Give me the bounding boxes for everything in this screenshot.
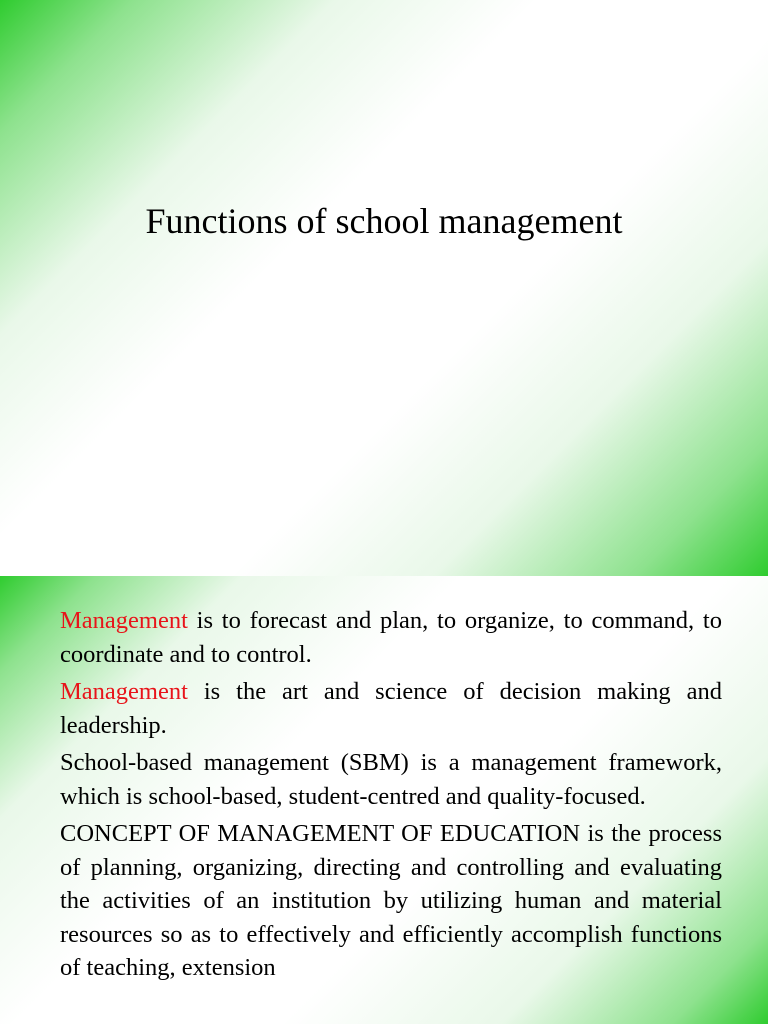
highlighted-term: Management xyxy=(60,678,188,705)
paragraph-text: is to forecast and plan, to organize, to command, to coordinate and to control. xyxy=(60,607,722,668)
paragraph-education-management-concept xyxy=(60,817,722,985)
paragraph-text: is the art and science of decision making and leadership. xyxy=(60,678,722,739)
highlighted-term: Management xyxy=(60,607,188,634)
paragraph-text: CONCEPT OF MANAGEMENT OF EDUCATION is the process of planning, organizing, directing and controlling and evaluating the activities of an institution by utilizing human and material resources so as to effectively and efficiently accomplish functions of teaching, extension xyxy=(60,820,722,981)
paragraph-management-definition-1 xyxy=(60,604,722,671)
content-slide xyxy=(0,576,768,1024)
paragraph-sbm-definition xyxy=(60,746,722,813)
paragraph-management-definition-2 xyxy=(60,675,722,742)
slide-body xyxy=(60,604,722,989)
paragraph-text: School-based management (SBM) is a management framework, which is school-based, student-centred and quality-focused. xyxy=(60,749,722,810)
slide-title: Functions of school management xyxy=(145,201,623,241)
